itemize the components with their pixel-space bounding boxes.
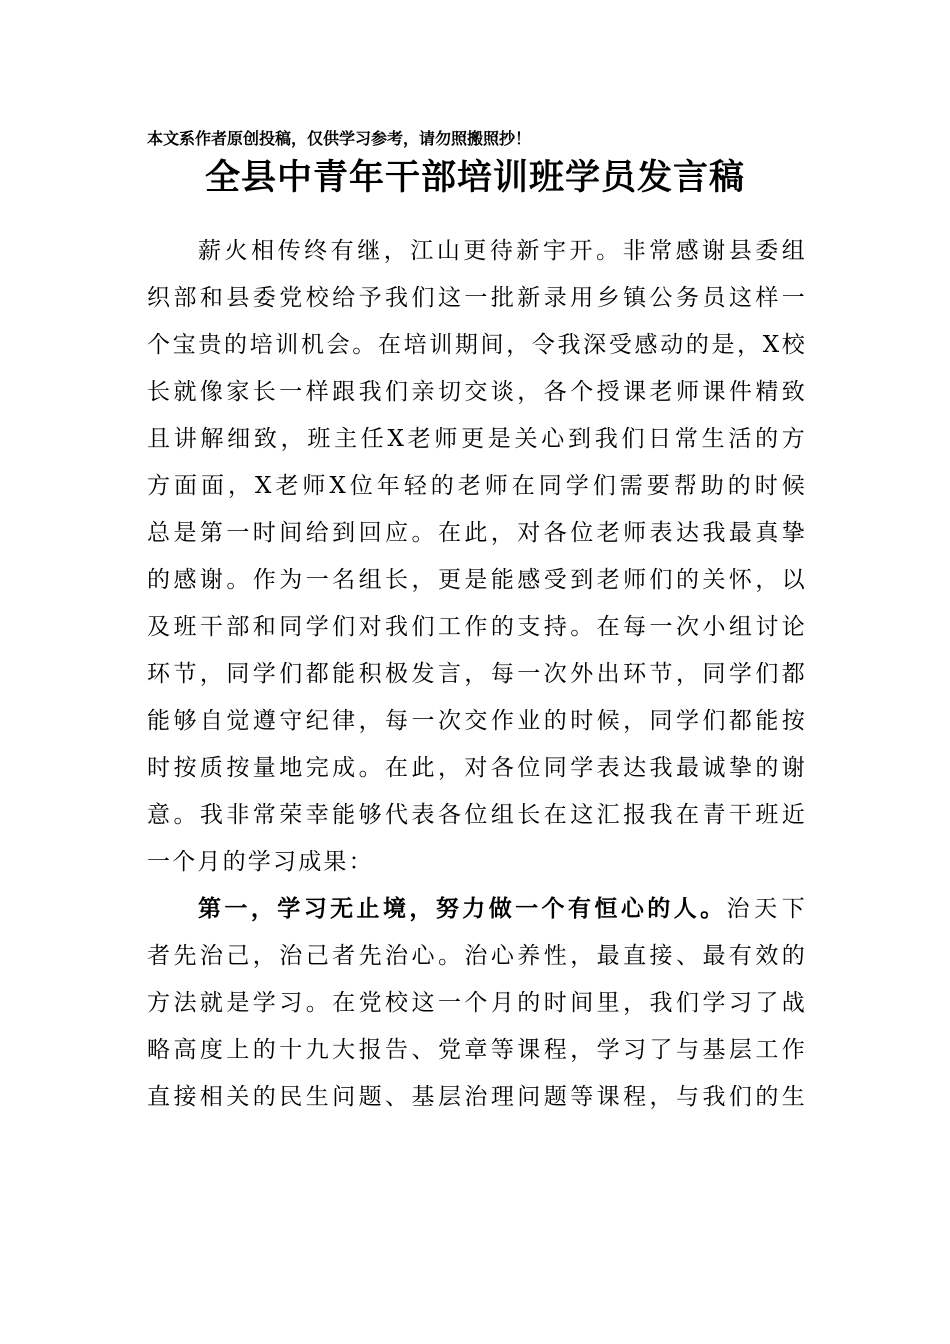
paragraph-line: 个宝贵的培训机会。在培训期间，令我深受感动的是，X校 bbox=[147, 332, 807, 358]
paragraph-line: 长就像家长一样跟我们亲切交谈，各个授课老师课件精致 bbox=[147, 379, 807, 405]
paragraph-line: 方面面，X老师X位年轻的老师在同学们需要帮助的时候 bbox=[147, 473, 807, 499]
paragraph-line: 总是第一时间给到回应。在此，对各位老师表达我最真挚 bbox=[147, 520, 807, 546]
paragraph-line: 时按质按量地完成。在此，对各位同学表达我最诚挚的谢 bbox=[147, 755, 807, 781]
paragraph-line: 且讲解细致，班主任X老师更是关心到我们日常生活的方 bbox=[147, 426, 807, 452]
paragraph-line: 者先治己，治己者先治心。治心养性，最直接、最有效的 bbox=[147, 943, 807, 969]
paragraph-line: 及班干部和同学们对我们工作的支持。在每一次小组讨论 bbox=[147, 614, 807, 640]
paragraph-line: 意。我非常荣幸能够代表各位组长在这汇报我在青干班近 bbox=[147, 802, 807, 828]
section-heading-rest: 治天下 bbox=[726, 896, 808, 922]
copyright-notice: 本文系作者原创投稿，仅供学习参考，请勿照搬照抄！ bbox=[147, 129, 532, 148]
paragraph-line: 织部和县委党校给予我们这一批新录用乡镇公务员这样一 bbox=[147, 285, 807, 311]
paragraph-line: 方法就是学习。在党校这一个月的时间里，我们学习了战 bbox=[147, 990, 807, 1016]
paragraph-line: 环节，同学们都能积极发言，每一次外出环节，同学们都 bbox=[147, 661, 807, 687]
paragraph-line: 一个月的学习成果： bbox=[147, 849, 374, 875]
document-body bbox=[147, 228, 807, 1121]
section-heading: 第一，学习无止境，努力做一个有恒心的人。 bbox=[198, 896, 727, 922]
paragraph-line: 略高度上的十九大报告、党章等课程，学习了与基层工作 bbox=[147, 1037, 807, 1063]
paragraph-line: 能够自觉遵守纪律，每一次交作业的时候，同学们都能按 bbox=[147, 708, 807, 734]
paragraph-line: 的感谢。作为一名组长，更是能感受到老师们的关怀，以 bbox=[147, 567, 807, 593]
document-title: 全县中青年干部培训班学员发言稿 bbox=[204, 157, 745, 198]
section-first-line bbox=[147, 886, 807, 933]
paragraph-line: 直接相关的民生问题、基层治理问题等课程，与我们的生 bbox=[147, 1084, 807, 1110]
paragraph-line: 薪火相传终有继，江山更待新宇开。非常感谢县委组 bbox=[198, 238, 807, 264]
